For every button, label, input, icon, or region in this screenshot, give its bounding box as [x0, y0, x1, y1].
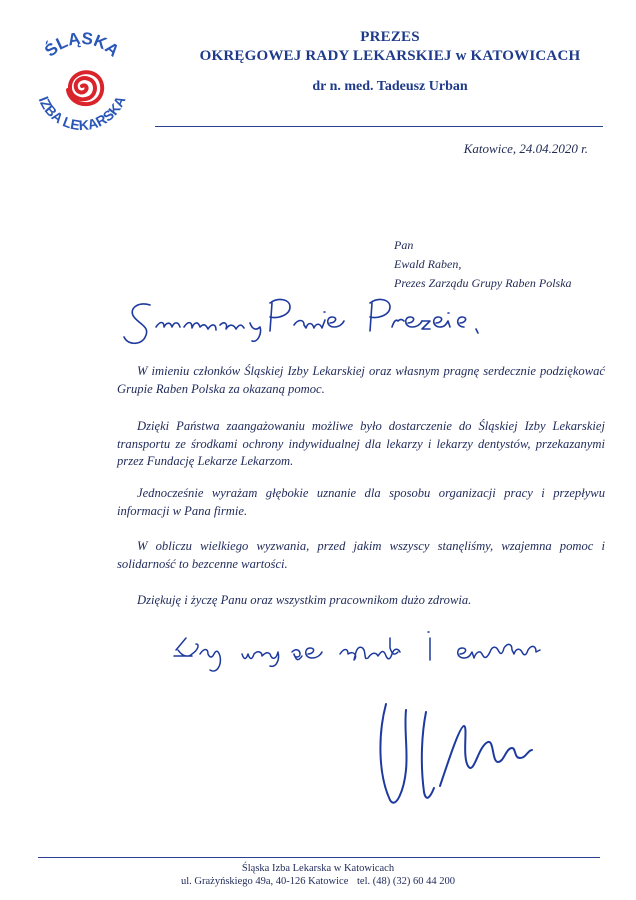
handwritten-closing	[170, 630, 590, 680]
footer-phone: tel. (48) (32) 60 44 200	[357, 876, 455, 887]
handwritten-signature	[370, 690, 560, 820]
letterhead-title: PREZES	[360, 29, 420, 45]
footer-address: ul. Grażyńskiego 49a, 40-126 Katowice	[181, 876, 349, 887]
addressee-line: Prezes Zarządu Grupy Raben Polska	[394, 276, 572, 290]
footer-organization: Śląska Izba Lekarska w Katowicach	[241, 863, 395, 874]
body-paragraph: Dzięki Państwa zaangażowaniu możliwe było dostarczenie do Śląskiej Izby Lekarskiej transportu ze środkami ochrony indywidualnej dla lekarzy i lekarzy dentystów, przekazanymi przez Fundację Lekarze Lekarzom.	[117, 419, 605, 468]
spiral-icon	[68, 72, 102, 104]
addressee-line: Pan	[394, 238, 414, 252]
body-paragraph: Dziękuję i życzę Panu oraz wszystkim pracownikom dużo zdrowia.	[137, 593, 472, 607]
addressee-block	[394, 236, 572, 293]
header-divider	[155, 126, 603, 127]
addressee-line: Ewald Raben,	[394, 257, 462, 271]
footer-divider	[38, 857, 600, 858]
letter-date: Katowice, 24.04.2020 r.	[463, 141, 588, 156]
body-paragraph: W imieniu członków Śląskiej Izby Lekarskiej oraz własnym pragnę serdecznie podziękować Grupie Raben Polska za okazaną pomoc.	[117, 364, 605, 396]
footer	[0, 862, 636, 888]
silesian-medical-chamber-logo	[18, 24, 148, 134]
letterhead-subtitle: OKRĘGOWEJ RADY LEKARSKIEJ w KATOWICACH	[199, 48, 581, 64]
footer-contact	[0, 875, 636, 888]
body-paragraph: Jednocześnie wyrażam głębokie uznanie dla sposobu organizacji pracy i przepływu informacji w Pana firmie.	[117, 486, 605, 518]
body-paragraph: W obliczu wielkiego wyzwania, przed jakim wszyscy stanęliśmy, wzajemna pomoc i solidarność to bezcenne wartości.	[117, 539, 605, 571]
logo-text-top: ŚLĄSKA	[41, 28, 123, 61]
letterhead-name: dr n. med. Tadeusz Urban	[312, 79, 468, 94]
handwritten-salutation	[120, 293, 500, 353]
letterhead	[180, 28, 600, 95]
logo-text-bottom: IZBA LEKARSKA	[35, 93, 129, 134]
